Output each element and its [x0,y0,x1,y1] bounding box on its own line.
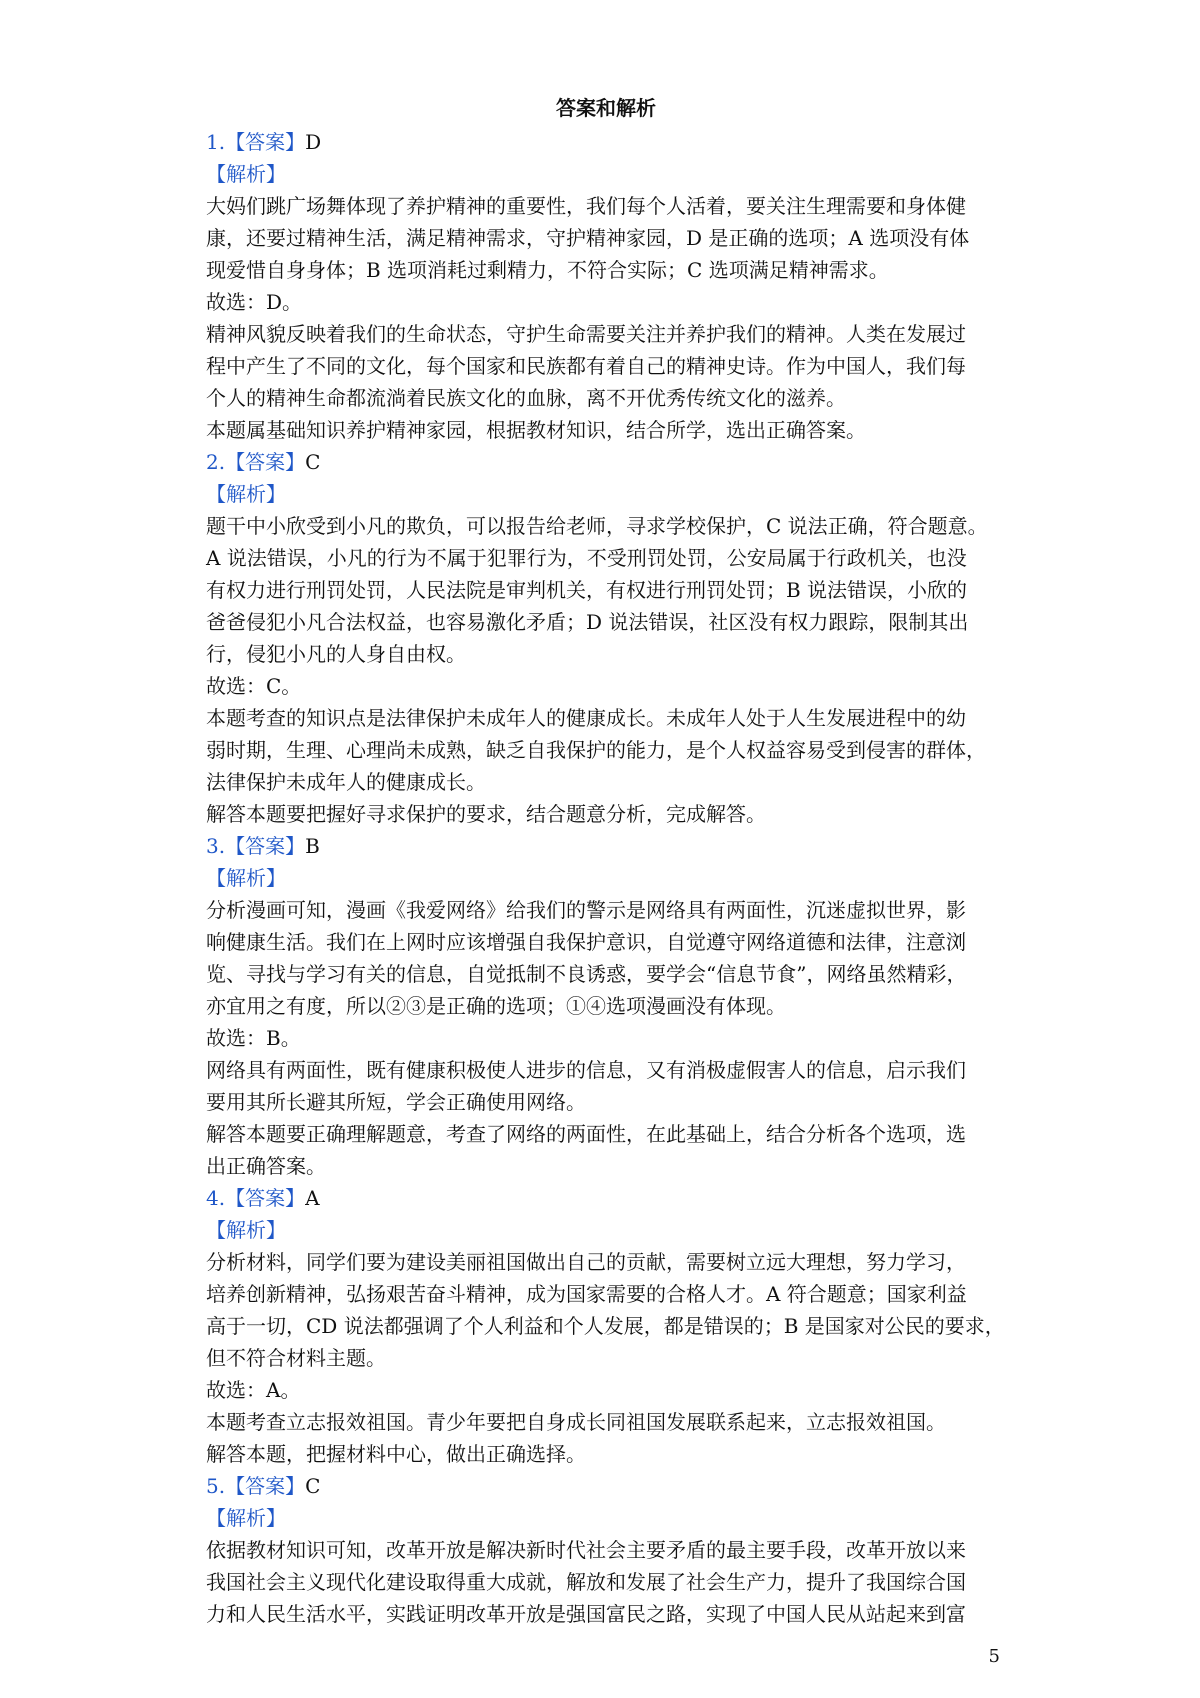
analysis-text-line: 高于一切，CD 说法都强调了个人利益和个人发展，都是错误的；B 是国家对公民的要求， [206,1314,1005,1338]
answer-prefix: 1.【答案】 [206,130,306,154]
page-title: 答案和解析 [556,96,656,120]
analysis-text-line: 爸爸侵犯小凡合法权益，也容易激化矛盾；D 说法错误，社区没有权力跟踪，限制其出 [206,610,969,634]
analysis-text-line: 解答本题，把握材料中心，做出正确选择。 [206,1442,586,1466]
analysis-text-line: 览、寻找与学习有关的信息，自觉抵制不良诱惑，要学会“信息节食”，网络虽然精彩， [206,962,967,986]
page-number: 5 [988,1646,1000,1667]
analysis-text-line: 行，侵犯小凡的人身自由权。 [206,642,466,666]
analysis-text-line: 力和人民生活水平，实践证明改革开放是强国富民之路，实现了中国人民从站起来到富 [206,1602,966,1626]
answer-prefix: 5.【答案】 [206,1474,306,1498]
analysis-text-line: 响健康生活。我们在上网时应该增强自我保护意识，自觉遵守网络道德和法律，注意浏 [206,930,966,954]
analysis-text-line: 故选：C。 [206,674,302,698]
analysis-text-line: 个人的精神生命都流淌着民族文化的血脉，离不开优秀传统文化的滋养。 [206,386,846,410]
analysis-text-line: 有权力进行刑罚处罚，人民法院是审判机关，有权进行刑罚处罚；B 说法错误，小欣的 [206,578,968,602]
analysis-text-line: 出正确答案。 [206,1154,326,1178]
answer-line [206,1182,1006,1214]
analysis-text-line: 法律保护未成年人的健康成长。 [206,770,486,794]
analysis-text-line: 弱时期，生理、心理尚未成熟，缺乏自我保护的能力，是个人权益容易受到侵害的群体， [206,738,986,762]
analysis-label: 【解析】 [206,1506,286,1530]
answer-letter: C [305,450,321,474]
answer-letter: A [305,1186,320,1210]
answer-prefix: 2.【答案】 [206,450,306,474]
analysis-text-line: 康，还要过精神生活，满足精神需求，守护精神家园，D 是正确的选项；A 选项没有体 [206,226,970,250]
analysis-text-line: 解答本题要把握好寻求保护的要求，结合题意分析，完成解答。 [206,802,766,826]
answer-letter: B [305,834,320,858]
analysis-text-line: 本题考查的知识点是法律保护未成年人的健康成长。未成年人处于人生发展进程中的幼 [206,706,966,730]
questions-container [206,126,1006,1630]
analysis-label: 【解析】 [206,1218,286,1242]
answer-line [206,830,1006,862]
analysis-text-line: 网络具有两面性，既有健康积极使人进步的信息，又有消极虚假害人的信息，启示我们 [206,1058,966,1082]
answer-line [206,1470,1006,1502]
answer-line [206,446,1006,478]
analysis-text-line: 故选：A。 [206,1378,301,1402]
question-block [206,830,1006,1182]
analysis-text-line: 解答本题要正确理解题意，考查了网络的两面性，在此基础上，结合分析各个选项，选 [206,1122,966,1146]
analysis-text-line: A 说法错误，小凡的行为不属于犯罪行为，不受刑罚处罚，公安局属于行政机关，也没 [206,546,967,570]
analysis-text-line: 培养创新精神，弘扬艰苦奋斗精神，成为国家需要的合格人才。A 符合题意；国家利益 [206,1282,967,1306]
analysis-text-line: 要用其所长避其所短，学会正确使用网络。 [206,1090,586,1114]
analysis-text-line: 依据教材知识可知，改革开放是解决新时代社会主要矛盾的最主要手段，改革开放以来 [206,1538,966,1562]
analysis-text-line: 题干中小欣受到小凡的欺负，可以报告给老师，寻求学校保护，C 说法正确，符合题意。 [206,514,988,538]
analysis-text-line: 分析材料，同学们要为建设美丽祖国做出自己的贡献，需要树立远大理想，努力学习， [206,1250,966,1274]
answer-letter: D [305,130,322,154]
analysis-text-line: 大妈们跳广场舞体现了养护精神的重要性，我们每个人活着，要关注生理需要和身体健 [206,194,966,218]
analysis-text-line: 本题属基础知识养护精神家园，根据教材知识，结合所学，选出正确答案。 [206,418,866,442]
analysis-text-line: 我国社会主义现代化建设取得重大成就，解放和发展了社会生产力，提升了我国综合国 [206,1570,966,1594]
analysis-label: 【解析】 [206,866,286,890]
analysis-label: 【解析】 [206,162,286,186]
question-block [206,1182,1006,1470]
analysis-label: 【解析】 [206,482,286,506]
question-block [206,1470,1006,1630]
analysis-text-line: 故选：D。 [206,290,303,314]
answer-document [206,92,1006,1630]
question-block [206,126,1006,446]
answer-prefix: 4.【答案】 [206,1186,306,1210]
analysis-text-line: 精神风貌反映着我们的生命状态，守护生命需要关注并养护我们的精神。人类在发展过 [206,322,966,346]
analysis-text-line: 程中产生了不同的文化，每个国家和民族都有着自己的精神史诗。作为中国人，我们每 [206,354,966,378]
answer-letter: C [305,1474,321,1498]
analysis-text-line: 亦宜用之有度，所以②③是正确的选项；①④选项漫画没有体现。 [206,994,786,1018]
analysis-text-line: 但不符合材料主题。 [206,1346,386,1370]
answer-prefix: 3.【答案】 [206,834,306,858]
analysis-text-line: 分析漫画可知，漫画《我爱网络》给我们的警示是网络具有两面性，沉迷虚拟世界，影 [206,898,966,922]
answer-line [206,126,1006,158]
analysis-text-line: 现爱惜自身身体；B 选项消耗过剩精力，不符合实际；C 选项满足精神需求。 [206,258,889,282]
analysis-text-line: 本题考查立志报效祖国。青少年要把自身成长同祖国发展联系起来，立志报效祖国。 [206,1410,946,1434]
question-block [206,446,1006,830]
analysis-text-line: 故选：B。 [206,1026,301,1050]
